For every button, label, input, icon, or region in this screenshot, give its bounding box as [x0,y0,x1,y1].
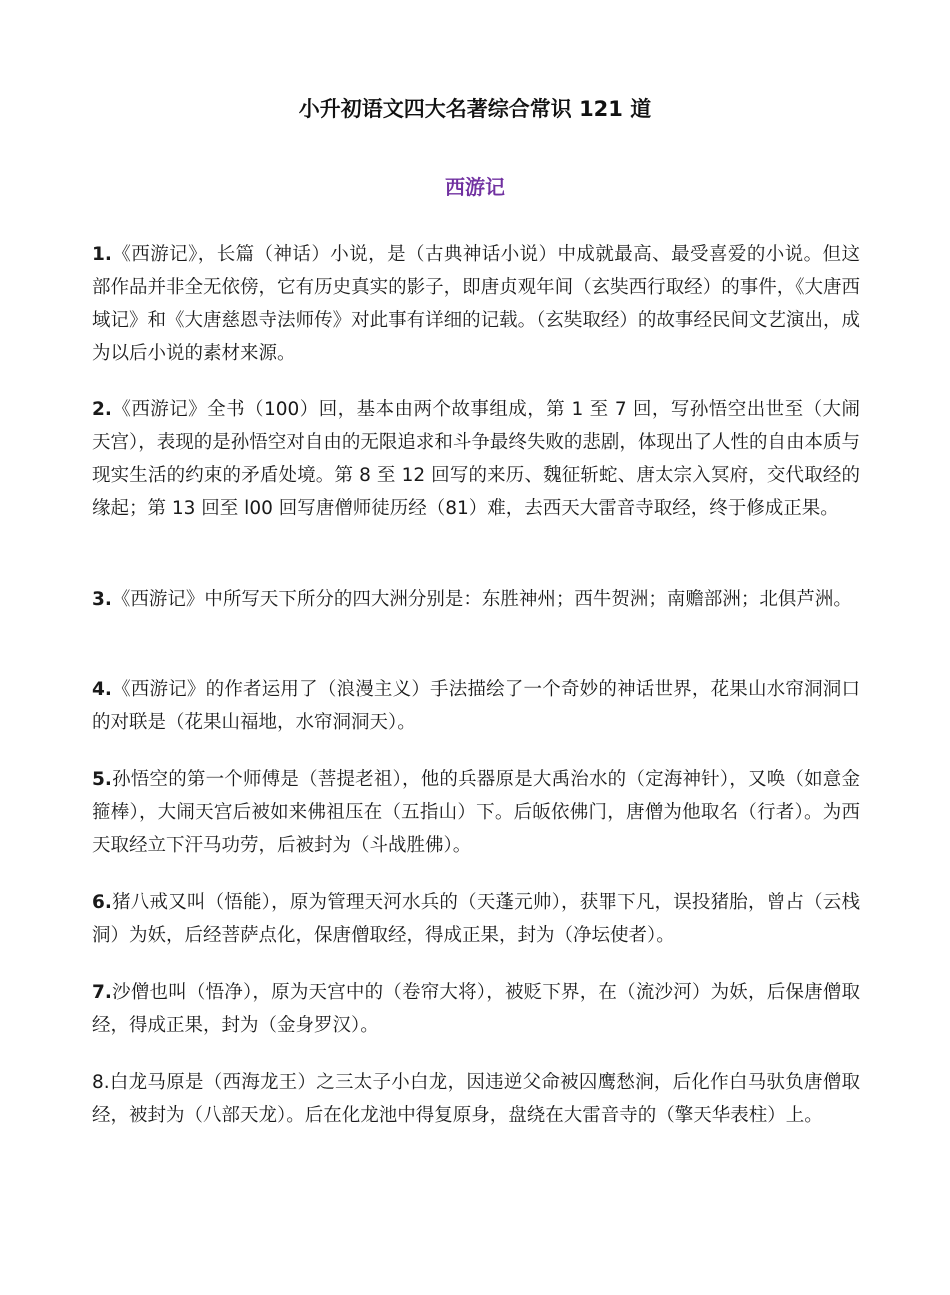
item-number: 1. [92,244,112,265]
list-item [92,673,860,739]
item-number: 3. [92,589,112,610]
item-number: 4. [92,679,112,700]
list-item [92,583,860,649]
question-list [92,238,860,1165]
item-text: 《西游记》，长篇（神话）小说，是（古典神话小说）中成就最高、最受喜爱的小说。但这部作品并非全无依傍，它有历史真实的影子，即唐贞观年间（玄奘西行取经）的事件，《大唐西域记》和《大唐慈恩寺法师传》对此事有详细的记载。（玄奘取经）的故事经民间文艺演出，成为以后小说的素材来源。 [92,244,860,364]
item-text: 孙悟空的第一个师傅是（菩提老祖），他的兵器原是大禹治水的（定海神针），又唤（如意金箍棒），大闹天宫后被如来佛祖压在（五指山）下。后皈依佛门，唐僧为他取名（行者）。为西天取经立下汗马功劳，后被封为（斗战胜佛）。 [92,769,860,856]
item-number: 7. [92,982,112,1003]
list-item [92,886,860,952]
list-item [92,1066,860,1165]
item-text: 白龙马原是（西海龙王）之三太子小白龙，因违逆父命被囚鹰愁涧，后化作白马驮负唐僧取经，被封为（八部天龙）。后在化龙池中得复原身，盘绕在大雷音寺的（擎天华表柱）上。 [92,1072,860,1126]
item-text: 沙僧也叫（悟净），原为天宫中的（卷帘大将），被贬下界，在（流沙河）为妖，后保唐僧取经，得成正果，封为（金身罗汉）。 [92,982,860,1036]
item-text: 《西游记》中所写天下所分的四大洲分别是：东胜神州；西牛贺洲；南赡部洲；北俱芦洲。 [111,589,852,610]
list-item [92,976,860,1042]
list-item [92,238,860,370]
list-item [92,393,860,558]
item-text: 《西游记》的作者运用了（浪漫主义）手法描绘了一个奇妙的神话世界，花果山水帘洞洞口的对联是（花果山福地，水帘洞洞天）。 [92,679,860,733]
item-text: 猪八戒又叫（悟能），原为管理天河水兵的（天蓬元帅），获罪下凡，误投猪胎，曾占（云栈洞）为妖，后经菩萨点化，保唐僧取经，得成正果，封为（净坛使者）。 [92,892,860,946]
list-item [92,763,860,862]
item-number: 8. [92,1072,110,1093]
section-title: 西游记 [445,175,505,199]
document-title: 小升初语文四大名著综合常识 121 道 [298,97,652,121]
item-number: 2. [92,399,112,420]
item-number: 6. [92,892,112,913]
item-text: 《西游记》全书（100）回，基本由两个故事组成，第 1 至 7 回，写孙悟空出世至（大闹天宫），表现的是孙悟空对自由的无限追求和斗争最终失败的悲剧，体现出了人性的自由本质与现实生活的约束的矛盾处境。第 8 至 12 回写的来历、魏征斩蛇、唐太宗入冥府，交代取经的缘起；第 13 回至 l00 回写唐僧师徒历经（81）难，去西天大雷音寺取经，终于修成正果。 [92,399,860,519]
item-number: 5. [92,769,112,790]
